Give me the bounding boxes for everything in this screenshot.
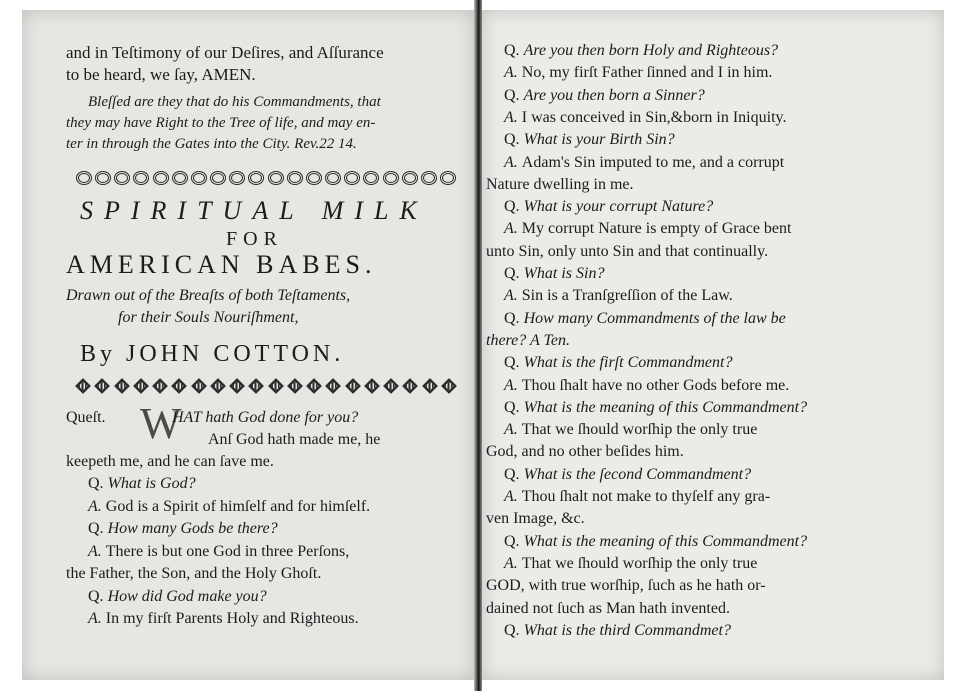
qa-marker: Q.: [504, 309, 524, 327]
question-line: [504, 621, 731, 641]
answer-line: [504, 63, 772, 83]
qa-marker: A.: [504, 108, 522, 126]
qa-text: There is but one God in three Perſons,: [105, 542, 350, 560]
qa-text: That we ſhould worſhip the only true: [521, 554, 758, 572]
qa-text: How did God make you?: [107, 587, 267, 605]
answer-line: [504, 108, 786, 128]
ornament-band-diamond: [76, 376, 456, 396]
qa-text: Adam's Sin imputed to me, and a corrupt: [521, 153, 785, 171]
qa-marker: Q.: [504, 354, 524, 372]
intro-line: and in Teſtimony of our Deſires, and Aſſurance: [66, 43, 384, 62]
qa-marker: Q.: [88, 587, 108, 605]
qa-marker: A.: [504, 287, 522, 305]
answer-line: [88, 542, 349, 562]
question-line: [504, 41, 778, 61]
qa-text: How many Commandments of the law be: [523, 309, 786, 327]
qa-text: I was conceived in Sin,&born in Iniquity.: [521, 108, 787, 126]
qa-marker: A.: [88, 542, 106, 560]
continuation-line: [486, 509, 585, 529]
qa-text: What is your Birth Sin?: [523, 131, 675, 149]
qa-text: Are you then born Holy and Righteous?: [523, 42, 779, 59]
question-line: [504, 353, 732, 373]
continuation-line: [486, 442, 684, 462]
qa-text: Thou ſhalt have no other Gods before me.: [521, 376, 790, 394]
qa-text: What is the meaning of this Commandment?: [523, 398, 808, 416]
drop-cap: W: [140, 399, 182, 448]
scripture-line: ter in through the Gates into the City. Rev.22 14.: [66, 136, 357, 152]
question-label: Queſt.: [66, 409, 106, 426]
scripture-line: Bleſſed are they that do his Commandments, that: [88, 94, 381, 110]
question-line: [504, 130, 675, 150]
qa-text: How many Gods be there?: [107, 520, 278, 537]
qa-marker: A.: [504, 376, 522, 394]
answer-line: [504, 376, 789, 396]
continuation-line: [486, 576, 766, 596]
qa-text: the Father, the Son, and the Holy Ghoſt.: [66, 565, 322, 582]
qa-marker: A.: [504, 488, 522, 505]
answer-line: [504, 286, 733, 306]
qa-text: Sin is a Tranſgreſſion of the Law.: [521, 287, 733, 305]
answer-line: [504, 219, 791, 239]
qa-marker: Q.: [504, 532, 524, 550]
intro-line: to be heard, we ſay, AMEN.: [66, 65, 256, 84]
qa-marker: Q.: [504, 131, 524, 149]
answer-line: [504, 420, 757, 440]
question-line: [504, 197, 713, 217]
qa-text: God, and no other beſides him.: [486, 443, 684, 461]
first-answer: Anſ God hath made me, he: [208, 431, 381, 448]
qa-text: dained not ſuch as Man hath invented.: [486, 599, 730, 617]
answer-line: [504, 487, 770, 507]
qa-marker: A.: [504, 64, 522, 82]
qa-marker: A.: [504, 153, 522, 171]
qa-text: unto Sin, only unto Sin and that continually.: [486, 242, 769, 260]
qa-text: GOD, with true worſhip, ſuch as he hath or-: [486, 577, 766, 595]
question-line: [504, 398, 807, 418]
qa-marker: Q.: [88, 520, 108, 537]
subtitle-line: for their Souls Nouriſhment,: [118, 309, 299, 326]
qa-marker: A.: [504, 421, 522, 439]
qa-text: In my firſt Parents Holy and Righteous.: [105, 610, 359, 627]
qa-text: ven Image, &c.: [486, 510, 585, 528]
first-question: HAT hath God done for you?: [172, 409, 359, 426]
qa-marker: Q.: [504, 398, 524, 416]
left-page: [22, 10, 474, 680]
qa-marker: Q.: [504, 42, 524, 59]
continuation-line: [486, 599, 730, 619]
qa-text: What is God?: [107, 475, 196, 492]
continuation-line: [66, 564, 321, 584]
qa-marker: A.: [88, 610, 106, 627]
qa-marker: Q.: [504, 86, 524, 104]
question-line: [504, 532, 807, 552]
ornament-band: [76, 168, 456, 188]
book-gutter: [474, 0, 482, 691]
qa-text: No, my firſt Father ſinned and I in him.: [521, 64, 773, 82]
qa-marker: Q.: [504, 621, 524, 639]
question-line: [504, 264, 604, 284]
qa-text: That we ſhould worſhip the only true: [521, 421, 758, 439]
question-line: [88, 474, 196, 494]
qa-marker: Q.: [88, 475, 108, 492]
qa-text: What is the firſt Commandment?: [523, 354, 733, 372]
qa-text: What is the ſecond Commandment?: [523, 465, 752, 483]
qa-text: Nature dwelling in me.: [486, 175, 634, 193]
title-line-1: SPIRITUAL MILK: [80, 196, 428, 225]
answer-line: [504, 153, 784, 173]
title-line-2: FOR: [226, 228, 283, 250]
qa-text: My corrupt Nature is empty of Grace bent: [521, 220, 792, 238]
qa-text: What is Sin?: [523, 265, 605, 282]
qa-text: Thou ſhalt not make to thyſelf any gra-: [521, 488, 771, 505]
qa-text: Are you then born a Sinner?: [523, 86, 705, 104]
continuation-line: [486, 331, 570, 351]
qa-marker: Q.: [504, 465, 524, 483]
continuation-line: [486, 175, 634, 195]
title-line-3: AMERICAN BABES.: [66, 250, 377, 279]
question-line: [88, 587, 267, 607]
right-page: [482, 10, 944, 680]
question-line: [504, 309, 786, 329]
answer-line: [88, 497, 370, 517]
question-line: [504, 465, 751, 485]
qa-text: What is the third Commandmet?: [523, 621, 731, 639]
qa-marker: A.: [88, 497, 106, 515]
qa-text: What is the meaning of this Commandment?: [523, 532, 808, 550]
question-line: [504, 86, 705, 106]
qa-text: God is a Spirit of himſelf and for himſelf.: [105, 497, 371, 515]
answer-line: [504, 554, 757, 574]
qa-marker: A.: [504, 554, 522, 572]
first-answer: keepeth me, and he can ſave me.: [66, 453, 274, 470]
question-line: [88, 519, 278, 539]
subtitle-line: Drawn out of the Breaſts of both Teſtaments,: [66, 287, 351, 304]
qa-text: there? A Ten.: [486, 331, 571, 349]
qa-marker: A.: [504, 220, 522, 238]
answer-line: [88, 609, 359, 629]
scripture-line: they may have Right to the Tree of life, and may en-: [66, 115, 376, 131]
qa-marker: Q.: [504, 198, 524, 216]
qa-text: What is your corrupt Nature?: [523, 198, 714, 216]
continuation-line: [486, 242, 768, 262]
qa-marker: Q.: [504, 265, 524, 282]
byline: By JOHN COTTON.: [80, 341, 345, 367]
